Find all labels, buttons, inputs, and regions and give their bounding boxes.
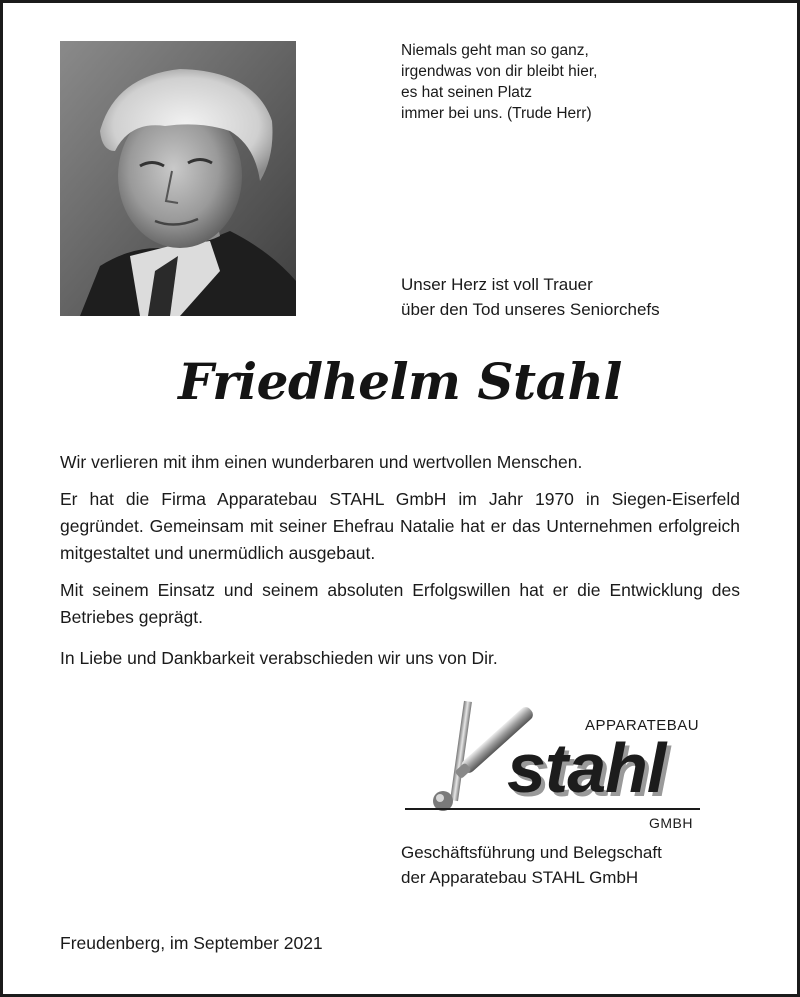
quote-line: es hat seinen Platz	[401, 84, 532, 101]
body-paragraph: Mit seinem Einsatz und seinem absoluten Erfolgswillen hat er die Entwicklung des Betriebes geprägt.	[60, 580, 740, 627]
body-text	[60, 449, 740, 682]
logo-suffix: GMBH	[649, 815, 693, 831]
intro-block	[401, 272, 761, 322]
deceased-name: Friedhelm Stahl	[178, 352, 622, 411]
intro-line: Unser Herz ist voll Trauer	[401, 275, 593, 294]
logo-wordmark: stahl	[507, 729, 666, 807]
company-logo	[405, 697, 705, 837]
place-date: Freudenberg, im September 2021	[60, 933, 323, 953]
signature-block	[401, 840, 761, 890]
quote-line: irgendwas von dir bleibt hier,	[401, 63, 598, 80]
signature-line: Geschäftsführung und Belegschaft	[401, 843, 662, 862]
signature-line: der Apparatebau STAHL GmbH	[401, 868, 639, 887]
quote-block	[401, 40, 721, 124]
intro-line: über den Tod unseres Seniorchefs	[401, 300, 660, 319]
body-paragraph: Er hat die Firma Apparatebau STAHL GmbH im Jahr 1970 in Siegen-Eiserfeld gegründet. Gemeinsam mit seiner Ehefrau Natalie hat er das Unternehmen erfolgreich mitgestaltet und unermüdlich ausgebaut.	[60, 489, 740, 563]
body-paragraph: Wir verlieren mit ihm einen wunderbaren und wertvollen Menschen.	[60, 452, 583, 472]
quote-line: immer bei uns. (Trude Herr)	[401, 105, 592, 122]
logo-underline	[405, 808, 700, 810]
body-paragraph: In Liebe und Dankbarkeit verabschieden wir uns von Dir.	[60, 648, 498, 668]
portrait-photo	[60, 41, 296, 316]
logo-title: APPARATEBAU	[585, 717, 700, 734]
quote-line: Niemals geht man so ganz,	[401, 42, 589, 59]
